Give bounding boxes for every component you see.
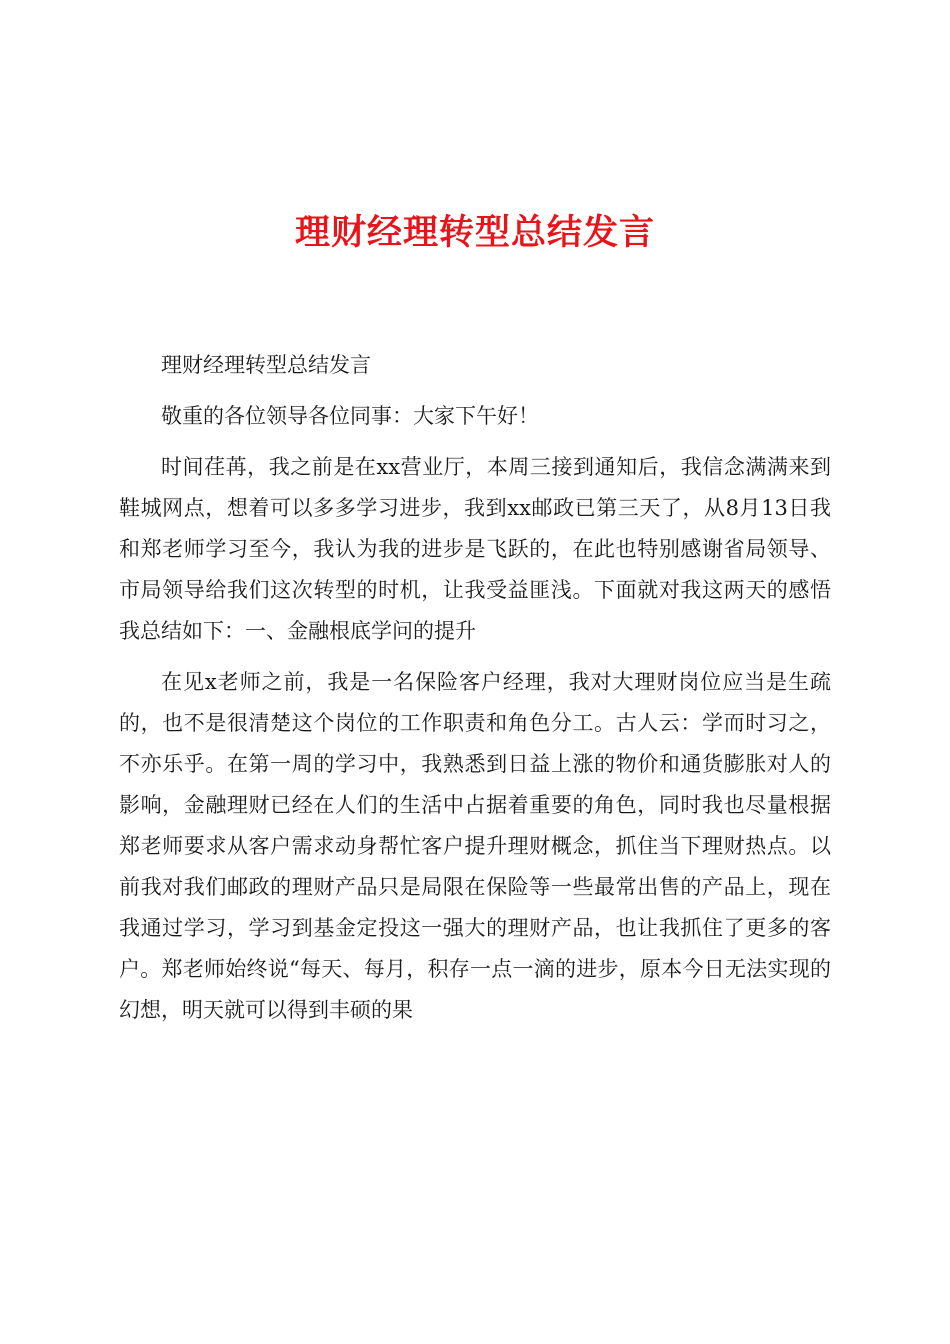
paragraph-learning: 在见x老师之前，我是一名保险客户经理，我对大理财岗位应当是生疏的，也不是很清楚这个岗位的工作职责和角色分工。古人云：学而时习之，不亦乐乎。在第一周的学习中，我熟悉到日益上涨的物价和通货膨胀对人的影响，金融理财已经在人们的生活中占据着重要的角色，同时我也尽量根据郑老师要求从客户需求动身帮忙客户提升理财概念，抓住当下理财热点。以前我对我们邮政的理财产品只是局限在保险等一些最常出售的产品上，现在我通过学习，学习到基金定投这一强大的理财产品，也让我抓住了更多的客户。郑老师始终说“每天、每月，积存一点一滴的进步，原本今日无法实现的幻想，明天就可以得到丰硕的果 xyxy=(119,670,831,1022)
document-body xyxy=(119,345,831,1031)
paragraph-intro: 时间荏苒，我之前是在xx营业厅，本周三接到通知后，我信念满满来到鞋城网点，想着可以多多学习进步，我到xx邮政已第三天了，从8月13日我和郑老师学习至今，我认为我的进步是飞跃的，在此也特别感谢省局领导、市局领导给我们这次转型的时机，让我受益匪浅。下面就对我这两天的感悟我总结如下：一、金融根底学问的提升 xyxy=(119,455,831,643)
document-title: 理财经理转型总结发言 xyxy=(294,212,655,253)
paragraph-greeting: 敬重的各位领导各位同事：大家下午好！ xyxy=(161,404,539,428)
paragraph-heading: 理财经理转型总结发言 xyxy=(161,353,371,377)
